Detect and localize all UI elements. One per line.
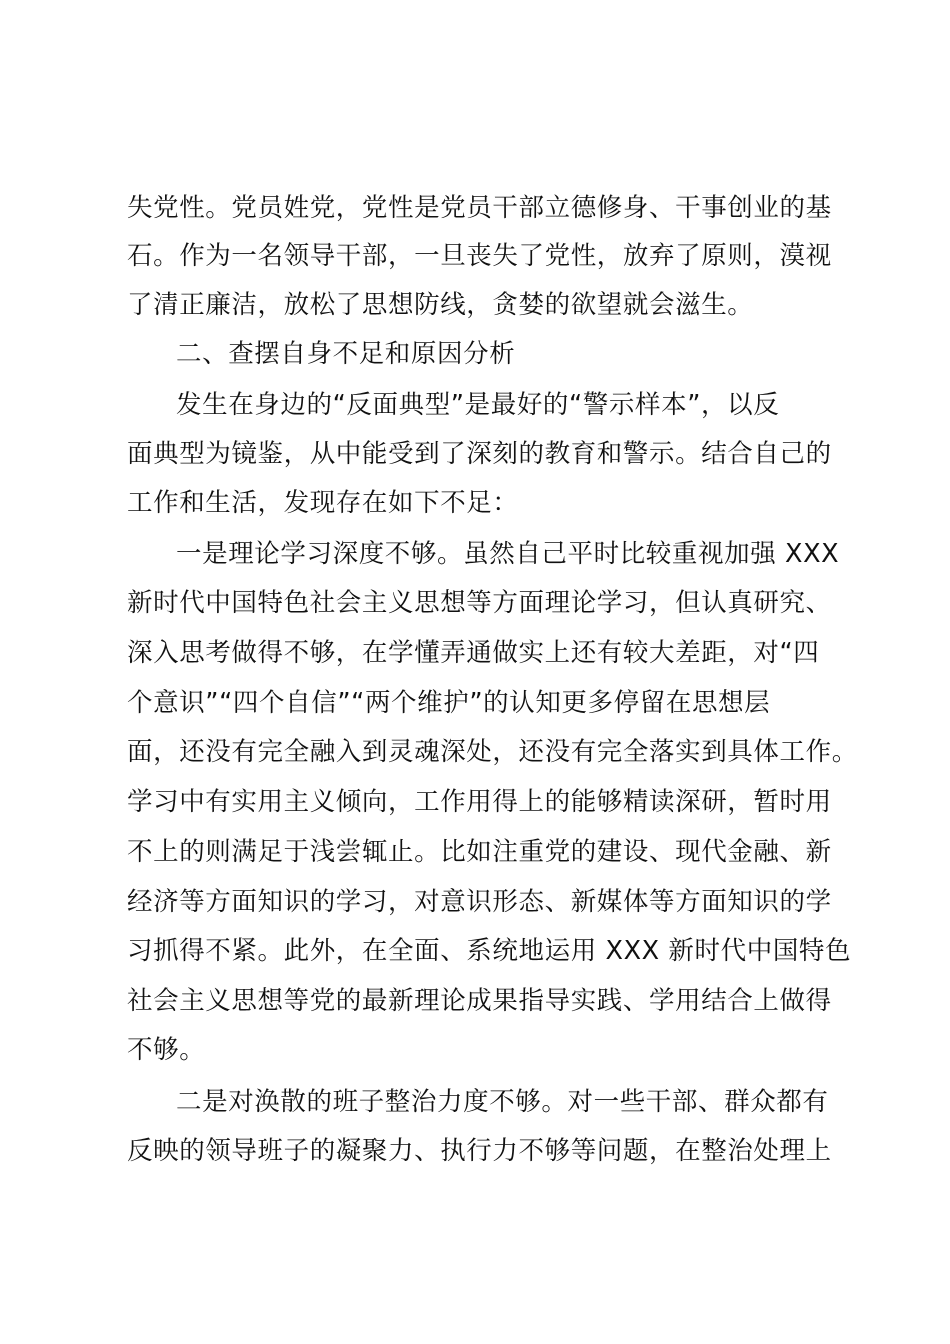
text-line: 了清正廉洁，放松了思想防线，贪婪的欲望就会滋生。 xyxy=(127,290,754,320)
text-line: 个意识”“四个自信”“两个维护”的认知更多停留在思想层 xyxy=(127,688,771,718)
text-line: 深入思考做得不够，在学懂弄通做实上还有较大差距，对“四 xyxy=(127,638,820,668)
text-line: 面，还没有完全融入到灵魂深处，还没有完全落实到具体工作。 xyxy=(127,737,858,767)
text-line: 经济等方面知识的学习，对意识形态、新媒体等方面知识的学 xyxy=(127,887,832,917)
text-line: 习抓得不紧。此外，在全面、系统地运用 XXX 新时代中国特色 xyxy=(127,936,852,966)
text-line: 工作和生活，发现存在如下不足： xyxy=(127,488,519,518)
text-line: 失党性。党员姓党，党性是党员干部立德修身、干事创业的基 xyxy=(127,193,832,223)
text-line: 不够。 xyxy=(127,1035,206,1065)
section-heading: 二、查摆自身不足和原因分析 xyxy=(176,339,516,369)
text-line: 不上的则满足于浅尝辄止。比如注重党的建设、现代金融、新 xyxy=(127,837,832,867)
text-line: 面典型为镜鉴，从中能受到了深刻的教育和警示。结合自己的 xyxy=(127,439,832,469)
text-line: 学习中有实用主义倾向，工作用得上的能够精读深研，暂时用 xyxy=(127,787,832,817)
text-line: 新时代中国特色社会主义思想等方面理论学习，但认真研究、 xyxy=(127,588,832,618)
text-line: 石。作为一名领导干部，一旦丧失了党性，放弃了原则，漠视 xyxy=(127,241,832,271)
text-line: 发生在身边的“反面典型”是最好的“警示样本”，以反 xyxy=(176,390,780,420)
text-line: 反映的领导班子的凝聚力、执行力不够等问题，在整治处理上 xyxy=(127,1136,832,1166)
text-line: 一是理论学习深度不够。虽然自己平时比较重视加强 XXX xyxy=(176,539,840,569)
text-line: 二是对涣散的班子整治力度不够。对一些干部、群众都有 xyxy=(176,1087,829,1117)
text-line: 社会主义思想等党的最新理论成果指导实践、学用结合上做得 xyxy=(127,986,832,1016)
